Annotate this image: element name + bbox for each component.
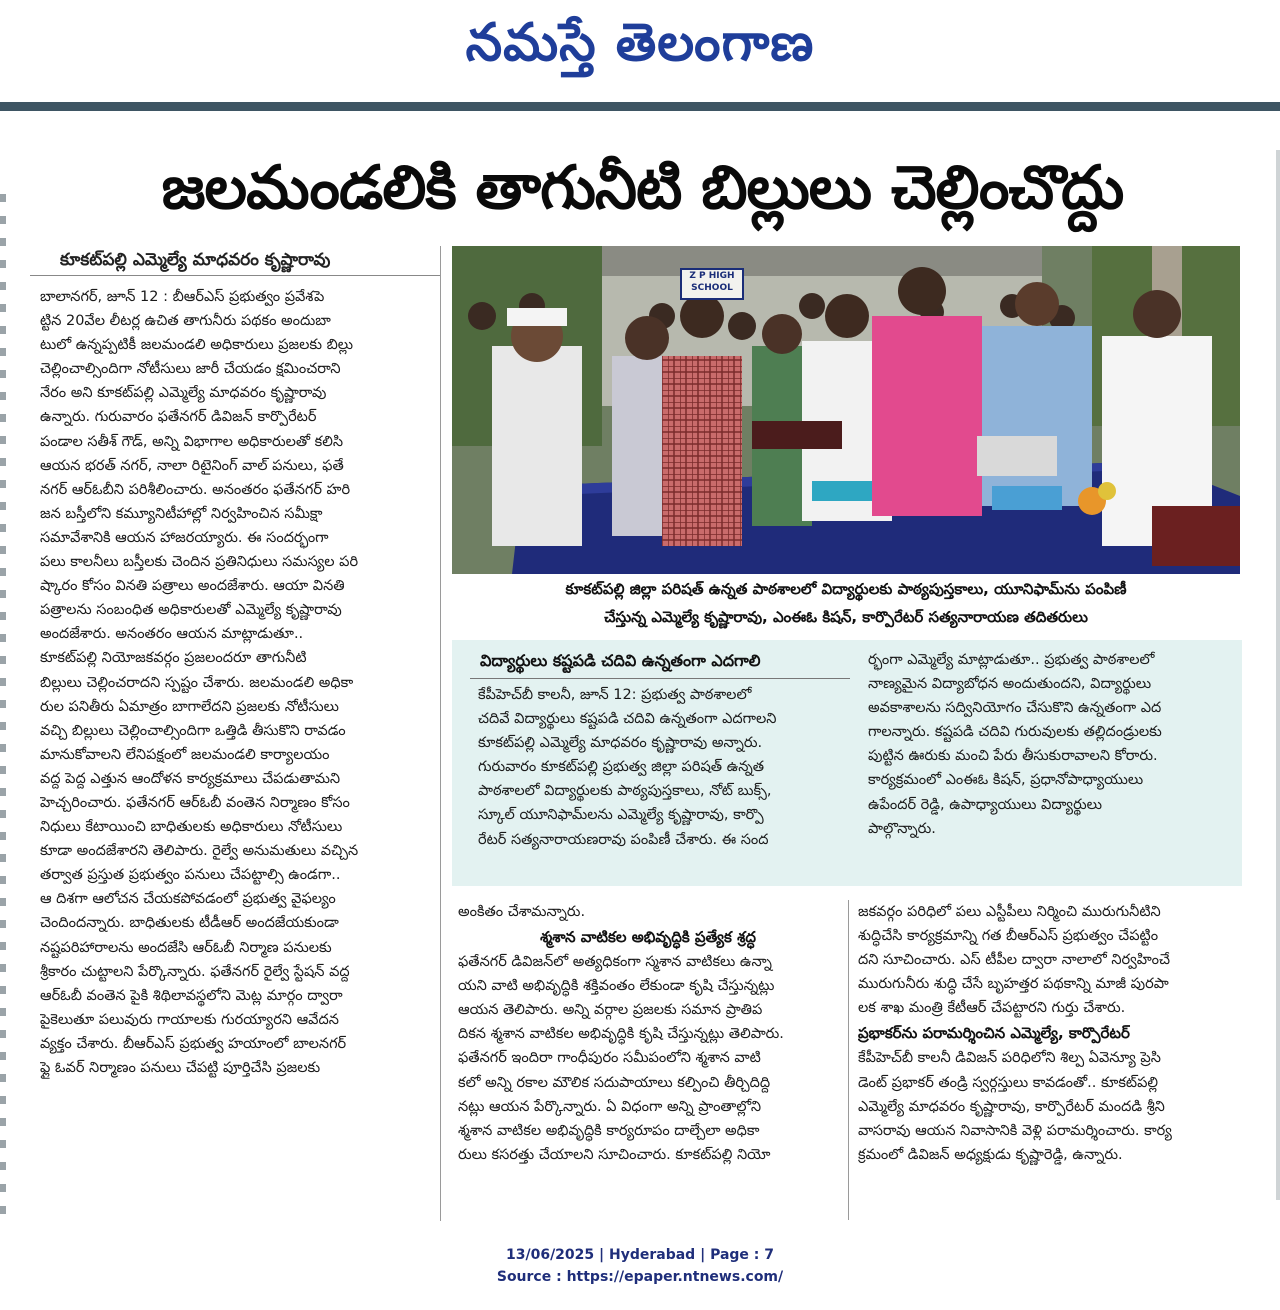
news-photo — [452, 246, 1240, 574]
text-line: ఉన్నారు. గురువారం ఫతేనగర్ డివిజన్ కార్పొరేటర్ — [40, 409, 317, 426]
sidebar-title-rule — [470, 678, 850, 679]
text-line: నాణ్యమైన విద్యాబోధన అందుతుందని, విద్యార్థులు — [868, 676, 1152, 693]
text-line: జకవర్గం పరిధిలో పలు ఎస్టీపీలు నిర్మించి మురుగునీటిని — [858, 904, 1161, 920]
byline: కూకట్‌పల్లి ఎమ్మెల్యే మాధవరం కృష్ణారావు — [60, 250, 331, 270]
text-line: పుట్టిన ఊరుకు మంచి పేరు తీసుకురావాలని కోరారు. — [868, 748, 1158, 765]
headline: జలమండలికి తాగునీటి బిల్లులు చెల్లించొద్దు — [161, 153, 1124, 223]
text-line: డెంట్ ప్రభాకర్ తండ్రి స్వర్గస్తులు కావడంతో.. కూకట్‌పల్లి — [858, 1074, 1159, 1091]
text-line: దని సూచించారు. ఎస్ టీపీల ద్వారా నాలాలో నిర్వహించే — [858, 952, 1170, 969]
text-line: చెల్లించాల్సిందిగా నోటీసులు జారీ చేయడం క్షమించరాని — [40, 361, 341, 378]
text-line: నిధులు కేటాయించి బాధితులకు అధికారులు నోటీసులు — [40, 819, 343, 836]
text-line: కార్యక్రమంలో ఎంఈఓ కిషన్, ప్రధానోపాధ్యాయులు — [868, 772, 1144, 789]
text-line: ర్భంగా ఎమ్మెల్యే మాట్లాడుతూ.. ప్రభుత్వ పాఠశాలలో — [868, 652, 1155, 668]
page-footer — [0, 1244, 1280, 1304]
text-line: బిల్లులు చెల్లించరాదని స్పష్టం చేశారు. జలమండలి అధికా — [40, 674, 354, 691]
text-line: పండాల సతీశ్ గౌడ్, అన్ని విభాగాల అధికారులతో కలిసి — [40, 433, 344, 450]
text-line: సమావేశానికి ఆయన హాజరయ్యారు. ఈ సందర్భంగా — [40, 529, 329, 546]
page-edge-left — [0, 180, 6, 1220]
column-divider — [440, 246, 441, 1221]
caption-line: కూకట్‌పల్లి జిల్లా పరిషత్ ఉన్నత పాఠశాలలో విద్యార్థులకు పాఠ్యపుస్తకాలు, యూనిఫామ్‌ను పంపిణీ — [565, 580, 1127, 598]
text-line: వద్ద పెద్ద ఎత్తున ఆందోళన కార్యక్రమాలు చేపడుతామని — [40, 770, 341, 787]
photo-illustration — [452, 246, 1240, 574]
left-column — [40, 285, 420, 1220]
text-line: ఆయన భరత్ నగర్, నాలా రిటైనింగ్ వాల్ పనులు, ఫతే — [40, 457, 344, 474]
text-line: వ్యక్తం చేశారు. బీఆర్ఎస్ ప్రభుత్వ హయాంలో బాలనగర్ — [40, 1035, 347, 1052]
text-line: కూడా అందజేశారని తెలిపారు. రైల్వే అనుమతులు వచ్చిన — [40, 843, 359, 860]
text-line: గాలన్నారు. కష్టపడి చదివి గురువులకు తల్లిదండ్రులకు — [868, 724, 1162, 741]
text-line: ఫతేనగర్ డివిజన్‌లో అత్యధికంగా స్మశాన వాటికలు ఉన్నా — [458, 954, 772, 971]
text-line: క్రమంలో డివిజన్ అధ్యక్షుడు కృష్ణారెడ్డి, ఉన్నారు. — [858, 1146, 1123, 1163]
middle-body — [458, 950, 838, 1167]
footer-date-line: 13/06/2025 | Hyderabad | Page : 7 — [505, 1247, 775, 1263]
text-line: అందజేశారు. అనంతరం ఆయన మాట్లాడుతూ.. — [40, 626, 304, 643]
text-line: పాల్గొన్నారు. — [868, 820, 936, 837]
text-line: తర్వాత ప్రస్తుత ప్రభుత్వం పనులు చేపట్టాల్సి ఉండగా.. — [40, 867, 341, 884]
text-line: మానుకోవాలని లేనిపక్షంలో జలమండలి కార్యాలయం — [40, 746, 330, 763]
text-line: పలు కాలనీలు బస్తీలకు చెందిన ప్రతినిధులు సమస్యల పరి — [40, 554, 359, 571]
text-line: పత్రాలను సంబంధిత అధికారులతో ఎమ్మెల్యే కృష్ణారావు — [40, 602, 342, 619]
text-line: నష్టపరిహారాలను అందజేసి ఆర్‌ఓబీ నిర్మాణ పనులకు — [40, 939, 332, 956]
sidebar-story-right — [868, 648, 1228, 883]
text-line: రేటర్ సత్యనారాయణరావు పంపిణీ చేశారు. ఈ సంద — [478, 831, 769, 848]
text-line: రుల పనితీరు ఏమాత్రం బాగాలేదని ప్రజలకు నోటీసులు — [40, 698, 339, 715]
text-line: వాసరావు ఆయన నివాసానికి వెళ్లి పరామర్శించారు. కార్య — [858, 1122, 1172, 1139]
school-sign: Z P HIGH SCHOOL — [680, 268, 744, 300]
text-line: ఫ్లై ఓవర్ నిర్మాణం పనులు చేపట్టి పూర్తిచేసి ప్రజలకు — [40, 1060, 321, 1076]
text-line: దికన శ్మశాన వాటికల అభివృద్ధికి కృషి చేస్తున్నట్లు తెలిపారు. — [458, 1026, 784, 1043]
text-line: ఆయన తెలిపారు. అన్ని వర్గాల ప్రజలకు సమాన ప్రాతిప — [458, 1002, 763, 1019]
sidebar-story-left — [478, 683, 838, 883]
column-divider — [848, 900, 849, 1220]
text-line: మురుగునీరు శుద్ధి చేసే బృహత్తర పథకాన్ని మాజీ పురపా — [858, 976, 1169, 993]
text-line: ట్టిన 20వేల లీటర్ల ఉచిత తాగునీరు పథకం అందుబా — [40, 313, 331, 330]
text-line: పాఠశాలలో విద్యార్థులకు పాఠ్యపుస్తకాలు, నోట్ బుక్స్, — [478, 783, 772, 800]
text-line: యని వాటి అభివృద్ధికి శక్తివంతం లేకుండా కృషి చేస్తున్నట్లు — [458, 978, 775, 995]
middle-lead: అంకితం చేశామన్నారు. — [458, 904, 586, 920]
text-line: ఎమ్మెల్యే మాధవరం కృష్ణారావు, కార్పొరేటర్ మందడి శ్రీని — [858, 1098, 1165, 1115]
caption-line: చేస్తున్న ఎమ్మెల్యే కృష్ణారావు, ఎంఈఓ కిషన్, కార్పొరేటర్ సత్యనారాయణ తదితరులు — [604, 608, 1088, 626]
right-body-top — [858, 900, 1218, 1020]
text-line: శ్రీకారం చుట్టాలని పేర్కొన్నారు. ఫతేనగర్ రైల్వే స్టేషన్ వద్ద — [40, 963, 350, 980]
text-line: వచ్చి బిల్లులు చెల్లించాల్సిందిగా ఒత్తిడి తీసుకొని రావడం — [40, 722, 346, 739]
photo-caption — [452, 575, 1240, 635]
right-body-bottom — [858, 1046, 1218, 1166]
middle-column — [458, 900, 838, 1220]
text-line: నగర్ ఆర్‌ఓబీని పరిశీలించారు. అనంతరం ఫతేనగర్ హరి — [40, 481, 351, 498]
text-line: ఫతేనగర్ ఇందిరా గాంధీపురం సమీపంలోని శ్మశాన వాటి — [458, 1050, 761, 1067]
text-line: నేరం అని కూకట్‌పల్లి ఎమ్మెల్యే మాధవరం కృష్ణారావు — [40, 385, 327, 402]
text-line: పైకెలుతూ పలువురు గాయాలకు గురయ్యారని ఆవేదన — [40, 1011, 339, 1028]
text-line: ష్కారం కోసం వినతి పత్రాలు అందజేశారు. ఆయా వినతి — [40, 578, 345, 595]
text-line: స్కూల్ యూనిఫామ్‌లను ఎమ్మెల్యే కృష్ణారావు, కార్పొ — [478, 807, 764, 824]
text-line: చెందిందన్నారు. బాధితులకు టీడీఆర్ అందజేయకుండా — [40, 915, 339, 932]
text-line: లక శాఖ మంత్రి కేటీఆర్ చేపట్టారని గుర్తు చేశారు. — [858, 1000, 1126, 1017]
text-line: శుద్ధిచేసి కార్యక్రమాన్ని గత బీఆర్ఎస్ ప్రభుత్వం చేపట్టిం — [858, 928, 1159, 945]
text-line: ఉపేందర్ రెడ్డి, ఉపాధ్యాయులు విద్యార్థులు — [868, 796, 1102, 813]
text-line: శ్మశాన వాటికల అభివృద్ధికి కార్యరూపం దాల్చేలా అధికా — [458, 1122, 760, 1139]
text-line: టులో ఉన్నప్పటికీ జలమండలి అధికారులు ప్రజలకు బిల్లు — [40, 337, 354, 354]
text-line: కేపీహెచ్‌బీ కాలనీ, జూన్ 12: ప్రభుత్వ పాఠశాలలో — [478, 687, 752, 703]
footer-source-line: Source : https://epaper.ntnews.com/ — [496, 1269, 784, 1285]
text-line: హెచ్చరించారు. ఫతేనగర్ ఆర్‌ఓబీ వంతెన నిర్మాణం కోసం — [40, 794, 350, 811]
right-column — [858, 900, 1218, 1220]
right-subhead: ప్రభాకర్‌ను పరామర్శించిన ఎమ్మెల్యే, కార్పొరేటర్ — [858, 1024, 1130, 1043]
text-line: బాలానగర్, జూన్ 12 : బీఆర్ఎస్ ప్రభుత్వం ప్రవేశపె — [40, 289, 325, 305]
text-line: జన బస్తీలోని కమ్యూనిటీహాల్లో నిర్వహించిన సమీక్షా — [40, 505, 323, 522]
sidebar-story-title: విద్యార్థులు కష్టపడి చదివి ఉన్నతంగా ఎదగాలి — [480, 651, 761, 670]
text-line: కేపీహెచ్‌బీ కాలనీ డివిజన్ పరిధిలోని శిల్ప ఏవెన్యూ ప్రెసి — [858, 1050, 1161, 1067]
text-line: రులు కసరత్తు చేయాలని సూచించారు. కూకట్‌పల్లి నియో — [458, 1146, 771, 1163]
text-line: ఆ దిశగా ఆలోచన చేయకపోవడంలో ప్రభుత్వ వైఫల్యం — [40, 891, 336, 908]
text-line: కలో అన్ని రకాల మౌలిక సదుపాయాలు కల్పించి తీర్చిదిద్ది — [458, 1074, 771, 1091]
text-line: గురువారం కూకట్‌పల్లి ప్రభుత్వ జిల్లా పరిషత్ ఉన్నత — [478, 759, 765, 776]
text-line: కూకట్‌పల్లి ఎమ్మెల్యే మాధవరం కృష్ణారావు అన్నారు. — [478, 735, 763, 752]
text-line: అవకాశాలను సద్వినియోగం చేసుకొని ఉన్నతంగా ఎద — [868, 700, 1162, 717]
masthead — [0, 0, 1280, 104]
masthead-rule — [0, 102, 1280, 111]
newspaper-logo: నమస్తే తెలంగాణ — [465, 13, 815, 73]
text-line: చదివే విద్యార్థులు కష్టపడి చదివి ఉన్నతంగా ఎదగాలని — [478, 711, 777, 728]
text-line: కూకట్‌పల్లి నియోజకవర్గం ప్రజలందరూ తాగునీటి — [40, 650, 307, 667]
text-line: నట్లు ఆయన పేర్కొన్నారు. ఏ విధంగా అన్ని ప్రాంతాల్లోని — [458, 1098, 762, 1115]
text-line: ఆర్‌ఓబీ వంతెన పైకి శిథిలావస్థలోని మెట్ల మార్గం ద్వారా — [40, 987, 343, 1004]
middle-subhead: శ్మశాన వాటికల అభివృద్ధికి ప్రత్యేక శ్రద్ధ — [540, 928, 756, 947]
page-edge-right — [1276, 150, 1280, 1200]
byline-rule — [30, 275, 440, 276]
